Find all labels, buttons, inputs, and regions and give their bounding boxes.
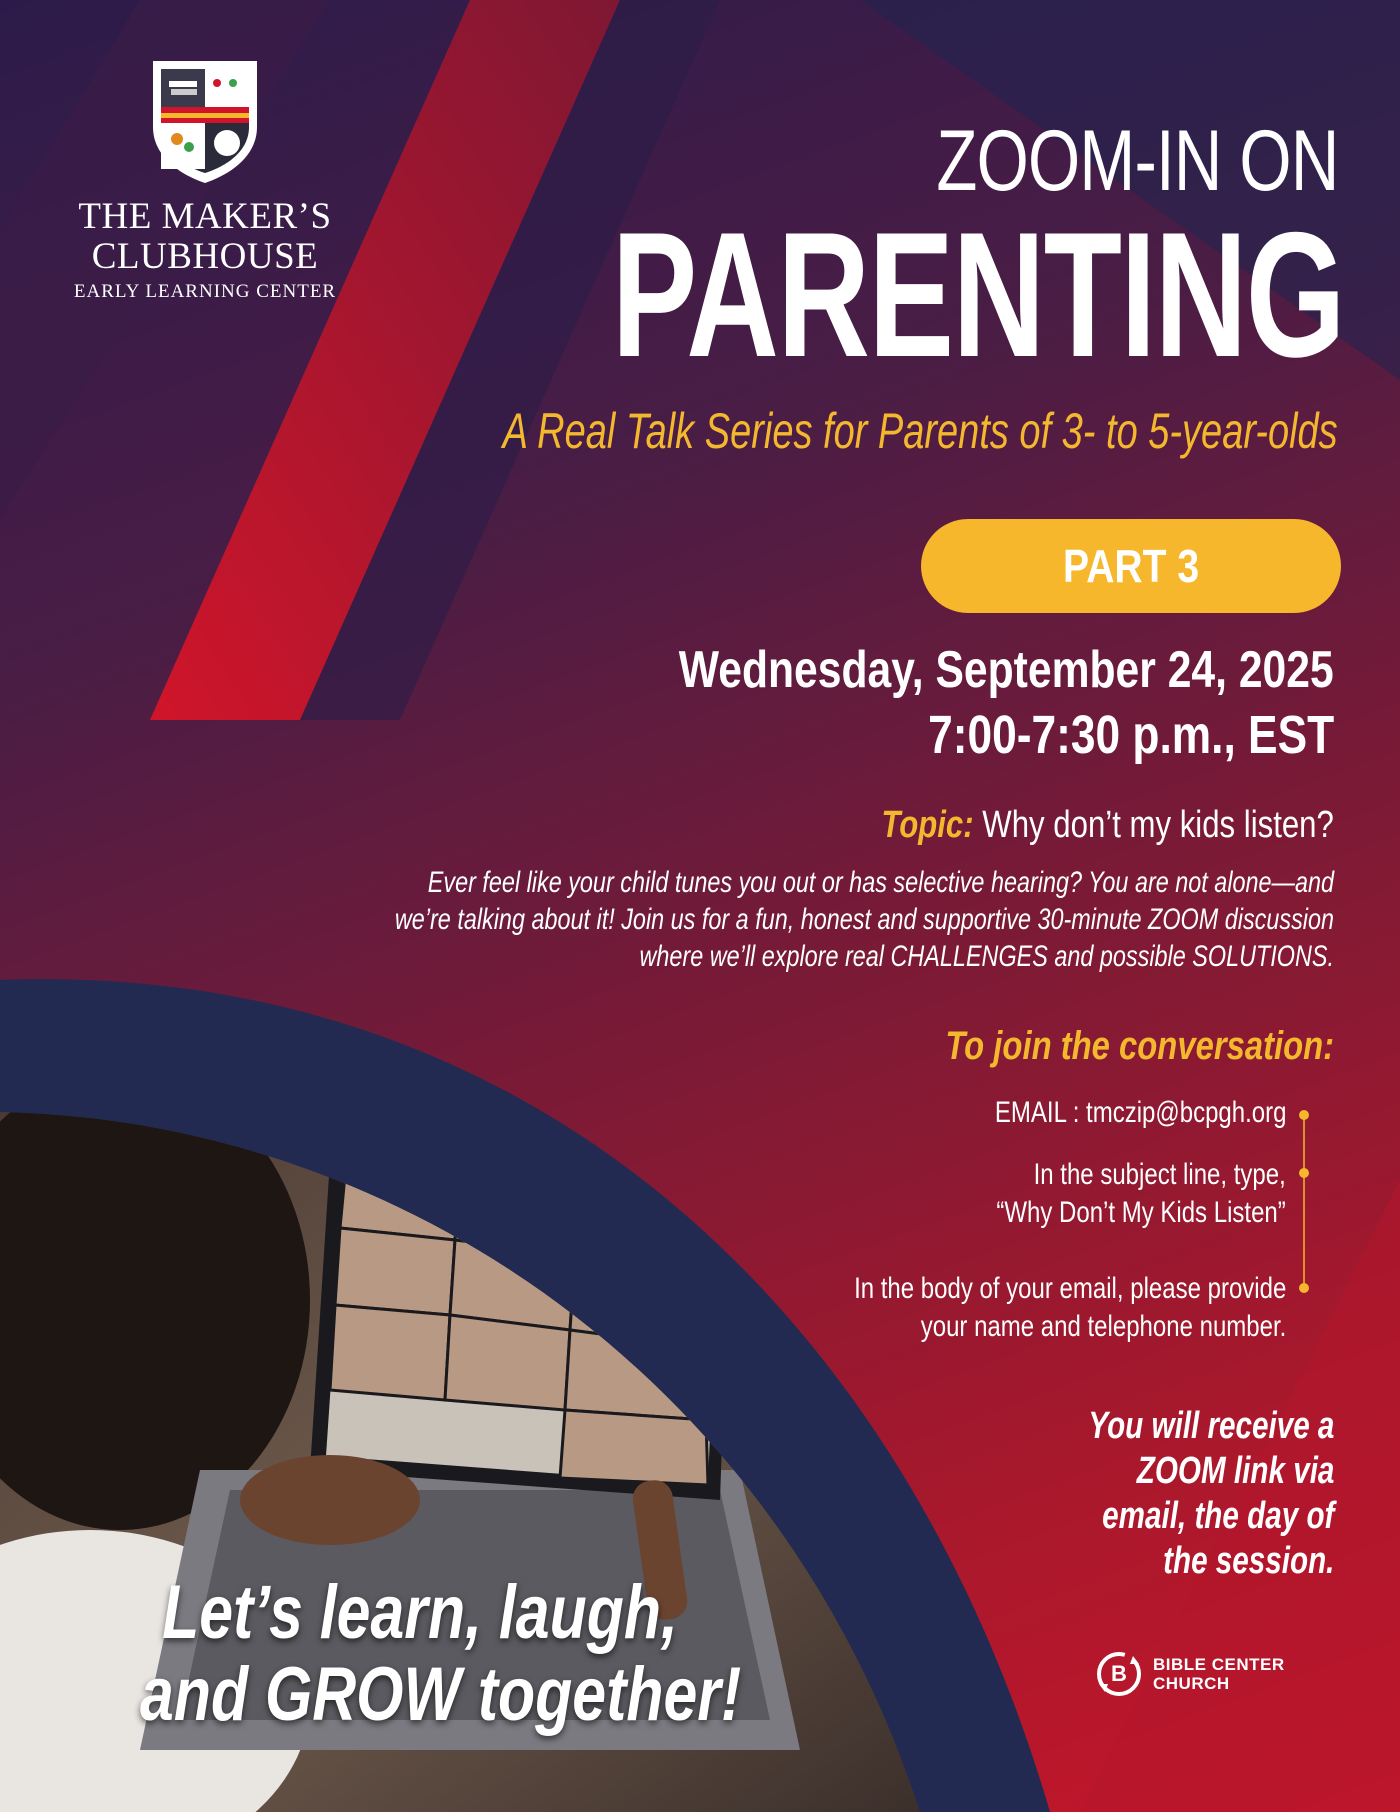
event-time: 7:00-7:30 p.m., EST	[927, 705, 1334, 765]
tagline-line: Let’s learn, laugh,	[162, 1570, 678, 1655]
zoom-link-notice	[1088, 1404, 1334, 1584]
svg-text:B: B	[1111, 1661, 1127, 1686]
description-line: where we’ll explore real CHALLENGES and possible SOLUTIONS.	[639, 940, 1334, 973]
step-text: In the body of your email, please provide	[853, 1272, 1286, 1305]
join-step-subject	[997, 1156, 1286, 1232]
join-step-email	[994, 1094, 1286, 1132]
event-date: Wednesday, September 24, 2025	[679, 641, 1334, 699]
step-text: “Why Don’t My Kids Listen”	[996, 1196, 1286, 1229]
description-line: we’re talking about it! Join us for a fun, honest and supportive 30-minute ZOOM discussion	[394, 903, 1334, 936]
logo-subtitle: EARLY LEARNING CENTER	[73, 281, 337, 302]
topic-label: Topic:	[881, 804, 974, 846]
crest-icon	[147, 55, 263, 185]
part-badge	[921, 519, 1341, 613]
logo-name-line2: CLUBHOUSE	[91, 236, 319, 277]
steps-timeline	[1295, 1100, 1315, 1300]
notice-line: email, the day of	[1101, 1495, 1334, 1537]
headline-zoom-in-on: ZOOM-IN ON	[935, 113, 1338, 209]
topic-text: Why don’t my kids listen?	[973, 804, 1334, 846]
step-text: your name and telephone number.	[920, 1310, 1286, 1343]
notice-line: ZOOM link via	[1136, 1450, 1334, 1492]
logo-name-line1: THE MAKER’S	[78, 196, 332, 237]
timeline-dot-icon	[1299, 1283, 1309, 1293]
timeline-dot-icon	[1299, 1110, 1309, 1120]
bible-center-church-logo	[1095, 1650, 1285, 1698]
makers-clubhouse-logo	[60, 55, 350, 303]
tagline-line: and GROW together!	[140, 1652, 742, 1737]
step-text: In the subject line, type,	[1033, 1158, 1286, 1191]
tagline	[140, 1570, 742, 1737]
join-step-body	[854, 1270, 1286, 1346]
email-text[interactable]: EMAIL : tmczip@bcpgh.org	[994, 1096, 1286, 1129]
topic-line	[881, 804, 1334, 847]
series-subtitle: A Real Talk Series for Parents of 3- to 5-year-olds	[503, 403, 1338, 459]
church-name-line2: CHURCH	[1153, 1674, 1230, 1693]
headline-parenting: PARENTING	[611, 195, 1344, 394]
notice-line: the session.	[1162, 1540, 1334, 1582]
timeline-dot-icon	[1299, 1168, 1309, 1178]
description-line: Ever feel like your child tunes you out or has selective hearing? You are not alone—and	[427, 866, 1334, 899]
bible-center-b-icon	[1095, 1650, 1143, 1698]
join-heading: To join the conversation:	[945, 1024, 1334, 1068]
event-description	[320, 864, 1334, 975]
notice-line: You will receive a	[1087, 1405, 1334, 1447]
church-name-line1: BIBLE CENTER	[1153, 1655, 1285, 1674]
part-label: PART 3	[1062, 540, 1200, 592]
